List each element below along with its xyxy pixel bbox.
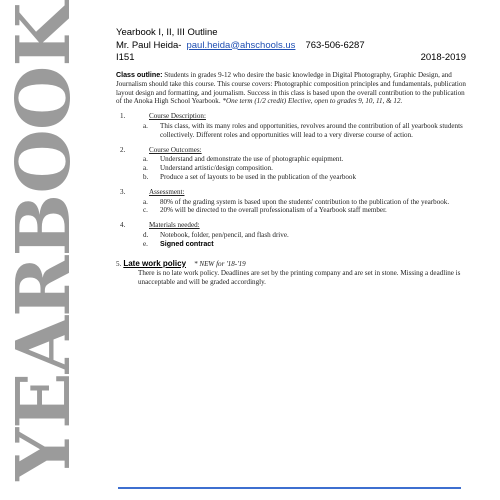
item-marker: b. (143, 172, 149, 181)
section-item (143, 231, 468, 240)
section-items (143, 198, 468, 216)
item-marker: e. (143, 239, 148, 248)
outline-section (116, 221, 468, 248)
school-year: 2018-2019 (420, 52, 466, 63)
item-text: 20% will be directed to the overall professionalism of a Yearbook staff member. (160, 206, 387, 215)
item-marker: c. (143, 206, 148, 215)
outline-sections (116, 112, 468, 248)
section-title: Materials needed: (149, 221, 200, 230)
section-item (143, 164, 468, 173)
outline-section (116, 112, 468, 139)
class-outline-label: Class outline: (116, 71, 163, 79)
section-title: Assessment: (149, 187, 185, 196)
email-link[interactable]: paul.heida@ahschools.us (186, 39, 296, 51)
section-items (143, 231, 468, 249)
item-marker: a. (143, 121, 148, 130)
late-work-text: There is no late work policy. Deadlines are set by the printing company and are set in stone. Missing a deadline is unacceptable and will be graded accordingly. (138, 269, 461, 287)
section-item (143, 206, 468, 215)
footer-rule (118, 487, 461, 489)
item-marker: a. (143, 197, 148, 206)
item-marker: d. (143, 230, 149, 239)
late-work-new-note: * NEW for '18-'19 (194, 259, 246, 268)
late-work-title: Late work policy (123, 258, 187, 268)
teacher-name: Mr. Paul Heida- (116, 39, 182, 51)
section-number: 4. (120, 221, 126, 230)
section-item (143, 155, 468, 164)
outline-section (116, 146, 468, 182)
item-text: Signed contract (160, 239, 214, 248)
item-text: Understand artistic/design composition. (160, 164, 273, 173)
section-item (143, 173, 468, 182)
late-work-section (116, 260, 468, 287)
section-items (143, 122, 468, 140)
section-title: Course Outcomes: (149, 145, 202, 154)
header-title: Yearbook I, II, III Outline (116, 27, 218, 38)
item-text: This class, with its many roles and opportunities, revolves around the contribution of all yearbook students collectively. Different roles and opportunities will lead to a very diverse course of action. (160, 121, 463, 139)
phone-number: 763-506-6287 (305, 39, 365, 51)
item-marker: a. (143, 155, 148, 164)
header-contact-row (116, 40, 466, 53)
class-outline-text: Students in grades 9-12 who desire the basic knowledge in Digital Photography, Graphic Design, and Journalism should take this course. This course covers: Photographic composition principles and fundamentals, publication layout design and formatting, and journalism. Success in this class is based upon the overall contribution to the publication of the Anoka High School Yearbook. (116, 71, 466, 106)
document-body (116, 71, 468, 287)
document-header (116, 27, 466, 65)
item-text: Notebook, folder, pen/pencil, and flash drive. (160, 230, 289, 239)
section-title: Course Description: (149, 112, 206, 121)
section-number: 3. (120, 187, 126, 196)
outline-section (116, 188, 468, 215)
room-number: I151 (116, 52, 135, 63)
section-item (143, 198, 468, 207)
section-item (143, 240, 468, 249)
section-number: 1. (120, 112, 126, 121)
class-outline (116, 71, 468, 106)
item-text: 80% of the grading system is based upon the students' contribution to the publication of the yearbook. (160, 197, 450, 206)
class-outline-note: *One term (1/2 credit) Elective, open to grades 9, 10, 11, & 12. (222, 97, 403, 106)
late-work-heading (116, 260, 468, 269)
item-text: Produce a set of layouts to be used in the publication of the yearbook (160, 172, 357, 181)
section-number: 2. (120, 145, 126, 154)
section-items (143, 155, 468, 181)
yearbook-banner: YEARBOOK (1, 3, 87, 481)
late-work-number: 5. (116, 259, 122, 268)
item-marker: a. (143, 164, 148, 173)
header-room-row (116, 52, 466, 65)
section-item (143, 122, 468, 140)
item-text: Understand and demonstrate the use of photographic equipment. (160, 155, 344, 164)
